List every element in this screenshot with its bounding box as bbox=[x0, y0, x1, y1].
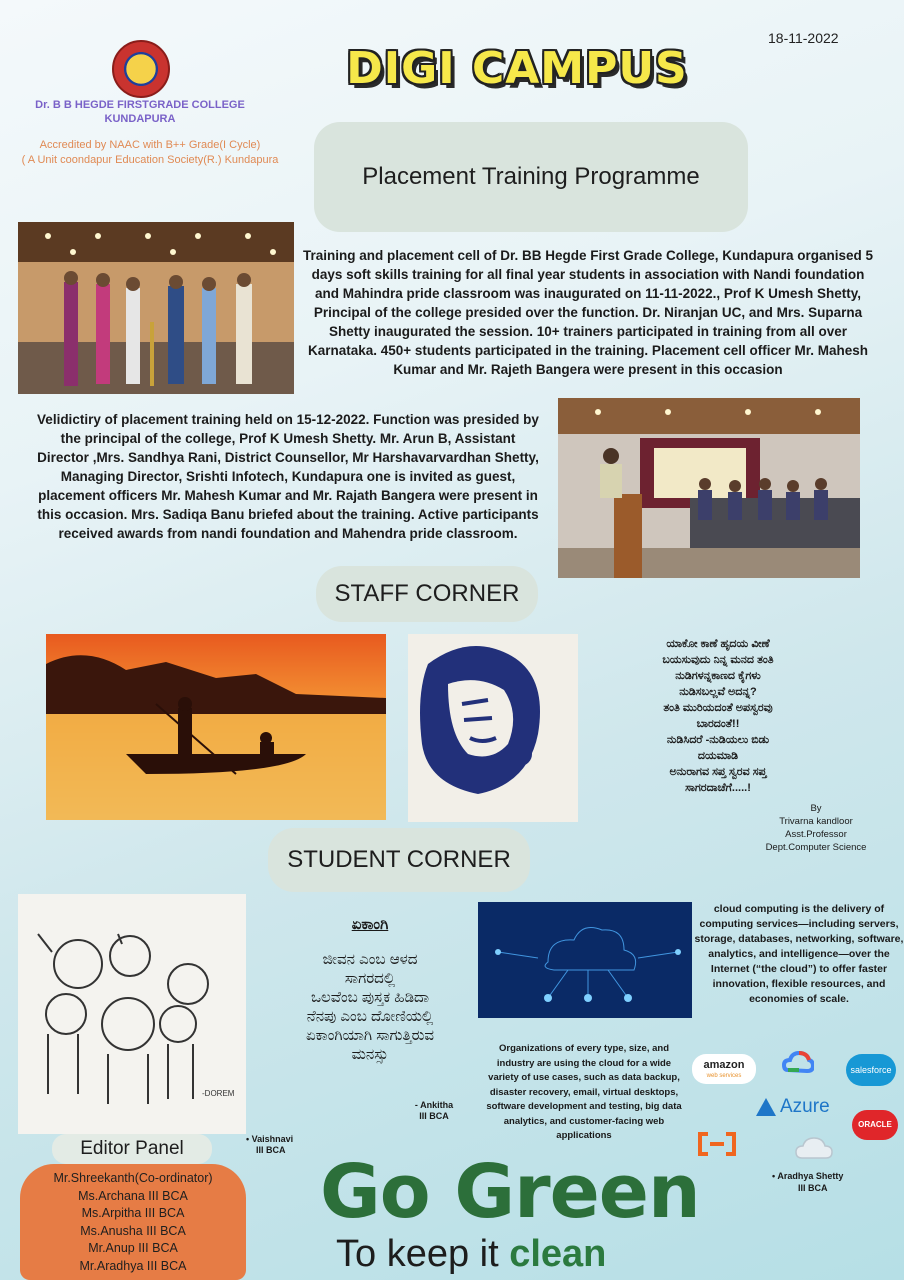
keep-clean-part: To keep it bbox=[336, 1233, 510, 1275]
editor-member: Ms.Anusha III BCA bbox=[80, 1223, 186, 1238]
staff-poem-line: ಯಾಕೋ ಕಾಣೆ ಹೃದಯ ವೀಣೆ bbox=[666, 638, 770, 650]
doraemon-drawing bbox=[18, 894, 246, 1134]
staff-poem-line: ಸಾಗರದಾಚೆಗೆ.....! bbox=[685, 782, 751, 794]
credit-role: Asst.Professor bbox=[785, 829, 847, 840]
staff-poem bbox=[612, 636, 824, 796]
drawing-credit-class: III BCA bbox=[256, 1145, 286, 1155]
college-city-line: KUNDAPURA bbox=[104, 113, 176, 125]
society-line: ( A Unit coondapur Education Society(R.) Kundapura bbox=[21, 154, 279, 166]
cloud-credit bbox=[772, 1170, 862, 1194]
placement-paragraph: Training and placement cell of Dr. BB Hegde First Grade College, Kundapura organised 5 days soft skills training for all final year students in association with Nandi foundation and Mahindra pride classroom was inaugurated on 11-11-2022., Prof K Umesh Shetty, Principal of the college presided over the function. Dr. Niranjan UC, and Mrs. Suparna Shetty inaugurated the session. 10+ trainers participated in training from all over Karnataka. 450+ students participated in the training. Placement cell officer Mr. Mahesh Kumar and Mr. Rajeth Bangera were present in this occasion bbox=[302, 248, 874, 377]
azure-icon bbox=[756, 1098, 776, 1116]
accreditation-line: Accredited by NAAC with B++ Grade(I Cycle) bbox=[39, 139, 261, 151]
inauguration-photo bbox=[18, 222, 294, 394]
staff-poem-line: ನುಡಿಸಬಲ್ಲವೆ ಅದನ್ನ? bbox=[679, 686, 757, 698]
student-poem-line: ಒಲವೆಂಬ ಪುಸ್ತಕ ಹಿಡಿದಾ bbox=[310, 989, 430, 1006]
student-poem-title: ಏಕಾಂಗಿ bbox=[351, 916, 389, 933]
staff-poem-line: ಬಯಸುವುದು ನಿನ್ನ ಮನದ ತಂತಿ bbox=[662, 654, 774, 666]
salesforce-logo: salesforce bbox=[846, 1054, 896, 1086]
go-green-slogan: Go Green bbox=[320, 1149, 700, 1235]
staff-poem-line: ನುಡಿಸಿದರೆ -ನುಡಿಯಲು ಬಿಡು bbox=[666, 734, 770, 746]
poem-credit-name: - Ankitha bbox=[414, 1100, 454, 1110]
staff-poem-credit bbox=[746, 802, 886, 854]
student-poem-line: ಜೀವನ ಎಂಬ ಆಳದ bbox=[322, 951, 418, 968]
editor-member: Mr.Aradhya III BCA bbox=[79, 1258, 187, 1273]
student-poem-line: ಸಾಗರದಲ್ಲಿ bbox=[344, 970, 396, 987]
cloud-definition: cloud computing is the delivery of computing services—including servers, storage, databases, networking, software, analytics, and intelligence—over the Internet (“the cloud”) to offer faster innovation, flexible resources, and economies of scale. bbox=[694, 903, 904, 1005]
staff-corner-title: STAFF CORNER bbox=[316, 566, 538, 622]
student-poem-line: ನೆನಪು ಎಂಬ ದೋಣಿಯಲ್ಲಿ bbox=[306, 1008, 434, 1025]
valedictory-photo bbox=[558, 398, 860, 578]
aws-logo bbox=[692, 1054, 756, 1084]
cloud-credit-class: III BCA bbox=[798, 1183, 828, 1193]
sunset-boat-painting bbox=[46, 634, 386, 820]
aws-logo-text: amazon bbox=[703, 1059, 745, 1071]
editor-member: Ms.Archana III BCA bbox=[78, 1188, 188, 1203]
editor-panel-title: Editor Panel bbox=[52, 1134, 212, 1164]
staff-poem-line: ಅನುರಾಗವ ಸಪ್ತ ಸ್ವರವ ಸಪ್ತ bbox=[669, 766, 767, 778]
student-poem bbox=[270, 950, 470, 1064]
poem-credit-class: III BCA bbox=[419, 1111, 449, 1121]
staff-poem-line: ಬಾರದಂತೆ!! bbox=[696, 718, 740, 730]
newsletter-title: DIGI CAMPUS bbox=[346, 43, 688, 94]
editor-panel-list bbox=[20, 1164, 246, 1280]
credit-by: By bbox=[810, 803, 822, 814]
section-title-placement: Placement Training Programme bbox=[314, 122, 748, 232]
hanuman-sketch bbox=[408, 634, 578, 822]
editor-member: Mr.Anup III BCA bbox=[88, 1241, 178, 1255]
azure-logo-text: Azure bbox=[780, 1096, 830, 1117]
aws-logo-sub: web services bbox=[706, 1073, 742, 1079]
college-name-line: Dr. B B HEGDE FIRSTGRADE COLLEGE bbox=[35, 99, 245, 111]
student-poem-line: ಏಕಾಂಗಿಯಾಗಿ ಸಾಗುತ್ತಿರುವ bbox=[305, 1027, 434, 1044]
credit-name: Trivarna kandloor bbox=[779, 816, 853, 827]
student-poem-credit bbox=[404, 1100, 464, 1122]
google-cloud-icon bbox=[782, 1048, 814, 1080]
college-name bbox=[20, 98, 260, 126]
valedictory-paragraph: Velidictiry of placement training held on 15-12-2022. Function was presided by the principal of the college, Prof K Umesh Shetty. Mr. Arun B, Assistant Director ,Mrs. Sandhya Rani, District Counsellor, Mr Harshavarvardhan Shetty, Managing Director, Srishti Infotech, Kundapura one is invited as guest, placement officers Mr. Mahesh Kumar and Mr. Rajath Bangera were present in this occasion. Mrs. Sadiqa Banu briefed about the training. Active participants received awards from nandi foundation and Mahendra pride classroom. bbox=[37, 412, 539, 541]
azure-logo bbox=[756, 1094, 846, 1120]
college-logo bbox=[112, 40, 170, 98]
oracle-logo: ORACLE bbox=[852, 1110, 898, 1140]
cloud-outline-icon bbox=[794, 1132, 834, 1162]
issue-date: 18-11-2022 bbox=[768, 30, 839, 46]
svg-text:-DOREM: -DOREM bbox=[202, 1089, 235, 1098]
student-poem-line: ಮನಸ್ಸು bbox=[351, 1046, 389, 1063]
clean-word: clean bbox=[509, 1233, 607, 1275]
drawing-credit-name: • Vaishnavi bbox=[246, 1134, 293, 1145]
student-corner-title: STUDENT CORNER bbox=[268, 828, 530, 892]
cloud-credit-name: • Aradhya Shetty bbox=[772, 1170, 862, 1182]
staff-poem-line: ನುಡಿಗಳನ್ನಕಾಣದ ಕೈಗಳು bbox=[675, 670, 761, 682]
accreditation-info bbox=[0, 138, 300, 168]
drawing-credit bbox=[246, 1134, 293, 1156]
editor-member: Ms.Arpitha III BCA bbox=[81, 1206, 185, 1220]
keep-clean-slogan bbox=[336, 1232, 606, 1276]
cloud-computing-image bbox=[478, 902, 692, 1018]
editor-member: Mr.Shreekanth(Co-ordinator) bbox=[53, 1171, 213, 1185]
credit-dept: Dept.Computer Science bbox=[765, 842, 867, 853]
cloud-use-cases: Organizations of every type, size, and industry are using the cloud for a wide variety of use cases, such as data backup, disaster recovery, email, virtual desktops, software development and testing, big data analytics, and customer-facing web applications bbox=[486, 1043, 682, 1141]
staff-poem-line: ತಂತಿ ಮುರಿಯದಂತೆ ಅಪಸ್ವರವು bbox=[663, 702, 773, 714]
staff-poem-line: ದಯಮಾಡಿ bbox=[697, 750, 739, 762]
